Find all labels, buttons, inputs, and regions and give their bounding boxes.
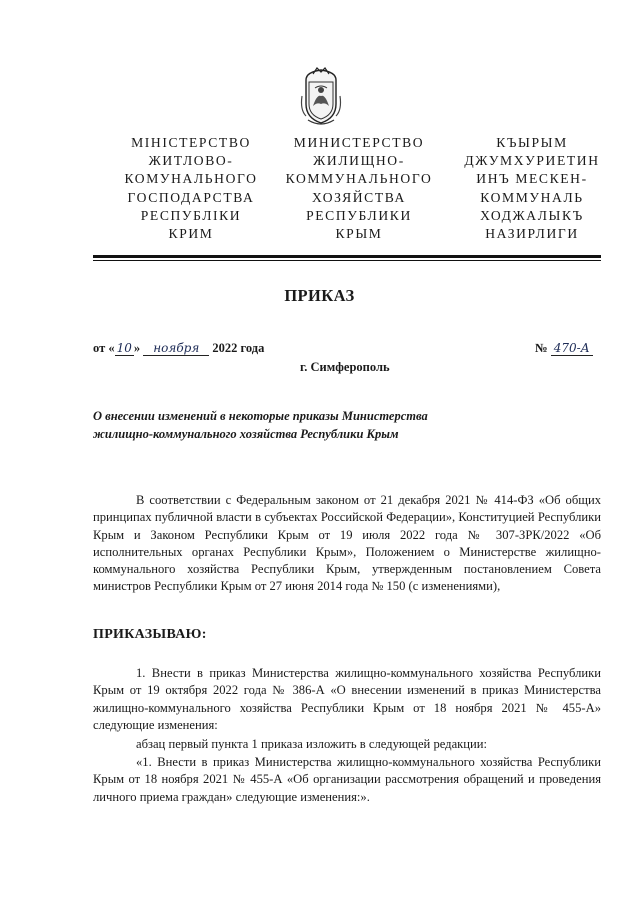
order-directive-heading: ПРИКАЗЫВАЮ: xyxy=(93,627,207,642)
ministry-name-ukrainian xyxy=(112,134,270,243)
ministry-line: ИНЪ МЕСКЕН- xyxy=(476,171,588,187)
order-number xyxy=(535,341,593,356)
amendment-intro-paragraph: абзац первый пункта 1 приказа изложить в следующей редакции: xyxy=(136,737,488,751)
ministry-line: КОММУНАЛЬНОГО xyxy=(285,171,433,187)
preamble-paragraph: В соответствии с Федеральным законом от 21 декабря 2021 № 414-ФЗ «Об общих принципах публичной власти в субъектах Российской Федерации», Конституцией Республики Крым и Законом Республики Крым от 19 июля 2022 года № 307-ЗРК/2022 «Об исполнительных органах Республики Крым», Положением о Министерстве жилищно-коммунального хозяйства Республики Крым, утвержденным постановлением Совета министров Республики Крым от 27 июня 2014 года № 150 (с изменениями), xyxy=(93,493,601,594)
ministry-line: НАЗИРЛИГИ xyxy=(485,226,579,242)
ministry-line: КОММУНАЛЬ xyxy=(480,189,584,205)
ministry-line: МИНИСТЕРСТВО xyxy=(293,135,425,150)
number-label: № xyxy=(535,341,548,355)
header-divider-thick xyxy=(93,255,601,258)
ministry-line: ХОДЖАЛЫКЪ xyxy=(480,207,584,223)
date-prefix: от « xyxy=(93,341,115,355)
ministry-line: ЖИЛИЩНО- xyxy=(313,153,405,169)
ministry-line: МІНІСТЕРСТВО xyxy=(131,135,251,150)
document-title: ПРИКАЗ xyxy=(284,286,355,305)
ministry-line: РЕСПУБЛИКИ xyxy=(306,207,412,223)
ministry-line: КЪЫРЫМ xyxy=(496,135,568,150)
order-date xyxy=(93,341,264,356)
ministry-line: РЕСПУБЛІКИ xyxy=(140,207,242,223)
date-day-handwritten: 10 xyxy=(116,341,132,355)
ministry-line: ХОЗЯЙСТВА xyxy=(312,189,406,205)
ministry-name-crimean-tatar xyxy=(450,134,614,243)
ministry-line: КРИМ xyxy=(168,226,214,242)
date-month-handwritten: ноября xyxy=(143,341,209,356)
ministry-name-russian xyxy=(272,134,446,243)
ministry-line: ДЖУМХУРИЕТИН xyxy=(464,153,600,169)
header-divider-thin xyxy=(93,260,601,261)
crimea-coat-of-arms-emblem xyxy=(298,66,344,126)
ministry-line: КОМУНАЛЬНОГО xyxy=(124,171,258,187)
amendment-quote-paragraph: «1. Внести в приказ Министерства жилищно-коммунального хозяйства Республики Крым от 18 ноября 2021 № 455-А «Об организации рассмотрения обращений и проведения личного приема граждан» следующие изменения:». xyxy=(93,755,601,804)
ministry-line: ЖИТЛОВО- xyxy=(148,153,234,169)
number-value-handwritten: 470-А xyxy=(551,341,593,356)
date-year: 2022 года xyxy=(212,341,265,355)
item-1-paragraph: 1. Внести в приказ Министерства жилищно-коммунального хозяйства Республики Крым от 19 октября 2022 года № 386-А «О внесении изменений в приказ Министерства жилищно-коммунального хозяйства Республики Крым от 18 ноября 2021 № 455-А» следующие изменения: xyxy=(93,666,601,732)
ministry-line: КРЫМ xyxy=(335,226,383,242)
ministry-line: ГОСПОДАРСТВА xyxy=(127,189,255,205)
order-subject: О внесении изменений в некоторые приказы Министерства жилищно-коммунального хозяйства Республики Крым xyxy=(93,409,428,441)
date-mid: » xyxy=(133,341,141,355)
city: г. Симферополь xyxy=(300,360,390,374)
